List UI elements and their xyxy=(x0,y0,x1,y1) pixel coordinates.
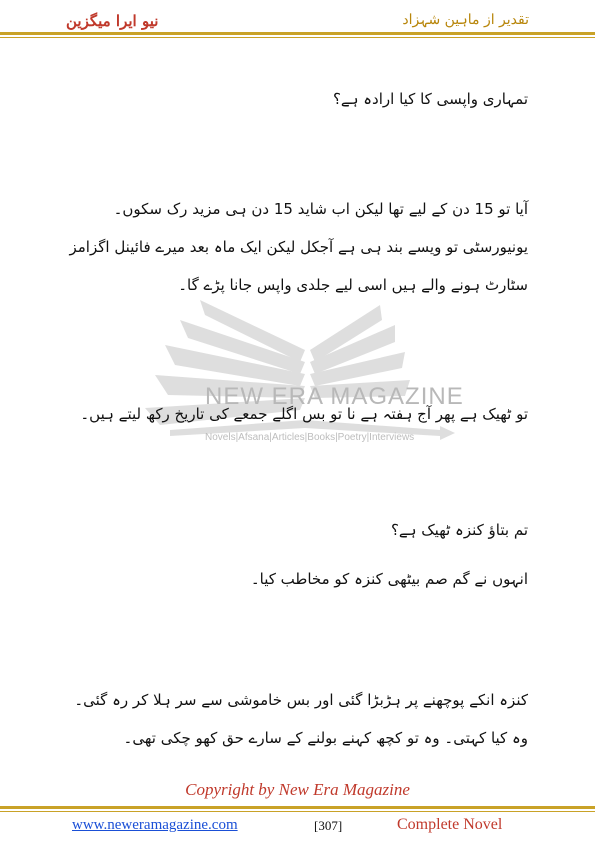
paragraph-6: کنزہ انکے پوچھنے پر ہڑبڑا گئی اور بس خاموشی سے سر ہلا کر رہ گئی۔ وہ کیا کہتی۔ وہ تو کچھ کہنے بولنے کے سارے حق کھو چکی تھی۔ xyxy=(74,691,528,747)
magazine-name: نیو ایرا میگزین xyxy=(66,12,159,30)
website-link[interactable]: www.neweramagazine.com xyxy=(72,817,238,833)
paragraph-2: آیا تو 15 دن کے لیے تھا لیکن اب شاید 15 دن ہی مزید رک سکوں۔ یونیورسٹی تو ویسے بند ہی ہے آجکل لیکن ایک ماہ بعد میرے فائینل اگزامز سٹارٹ ہونے والے ہیں اسی لیے جلدی واپس جانا پڑے گا۔ xyxy=(69,200,528,294)
watermark-subtitle: Novels|Afsana|Articles|Books|Poetry|Interviews xyxy=(205,432,415,443)
watermark-title: NEW ERA MAGAZINE xyxy=(205,383,464,410)
footer-rule xyxy=(0,806,595,809)
paragraph-1: تمہاری واپسی کا کیا ارادہ ہے؟ xyxy=(332,90,528,108)
page-number: [307] xyxy=(314,818,343,833)
header-rule-thin xyxy=(0,37,595,38)
paragraph-4: تم بتاؤ کنزہ ٹھیک ہے؟ xyxy=(390,521,528,539)
footer-rule-thin xyxy=(0,811,595,812)
header-rule xyxy=(0,32,595,35)
book-logo-watermark xyxy=(110,290,500,470)
complete-novel-label: Complete Novel xyxy=(397,816,503,833)
paragraph-5: انہوں نے گم صم بیٹھی کنزہ کو مخاطب کیا۔ xyxy=(250,570,528,588)
title-author: تقدیر از ماہین شہزاد xyxy=(402,12,529,28)
paragraph-3: تو ٹھیک ہے پھر آج ہفتہ ہے نا تو بس اگلے جمعے کی تاریخ رکھ لیتے ہیں۔ xyxy=(80,405,528,423)
copyright-notice: Copyright by New Era Magazine xyxy=(185,780,410,799)
